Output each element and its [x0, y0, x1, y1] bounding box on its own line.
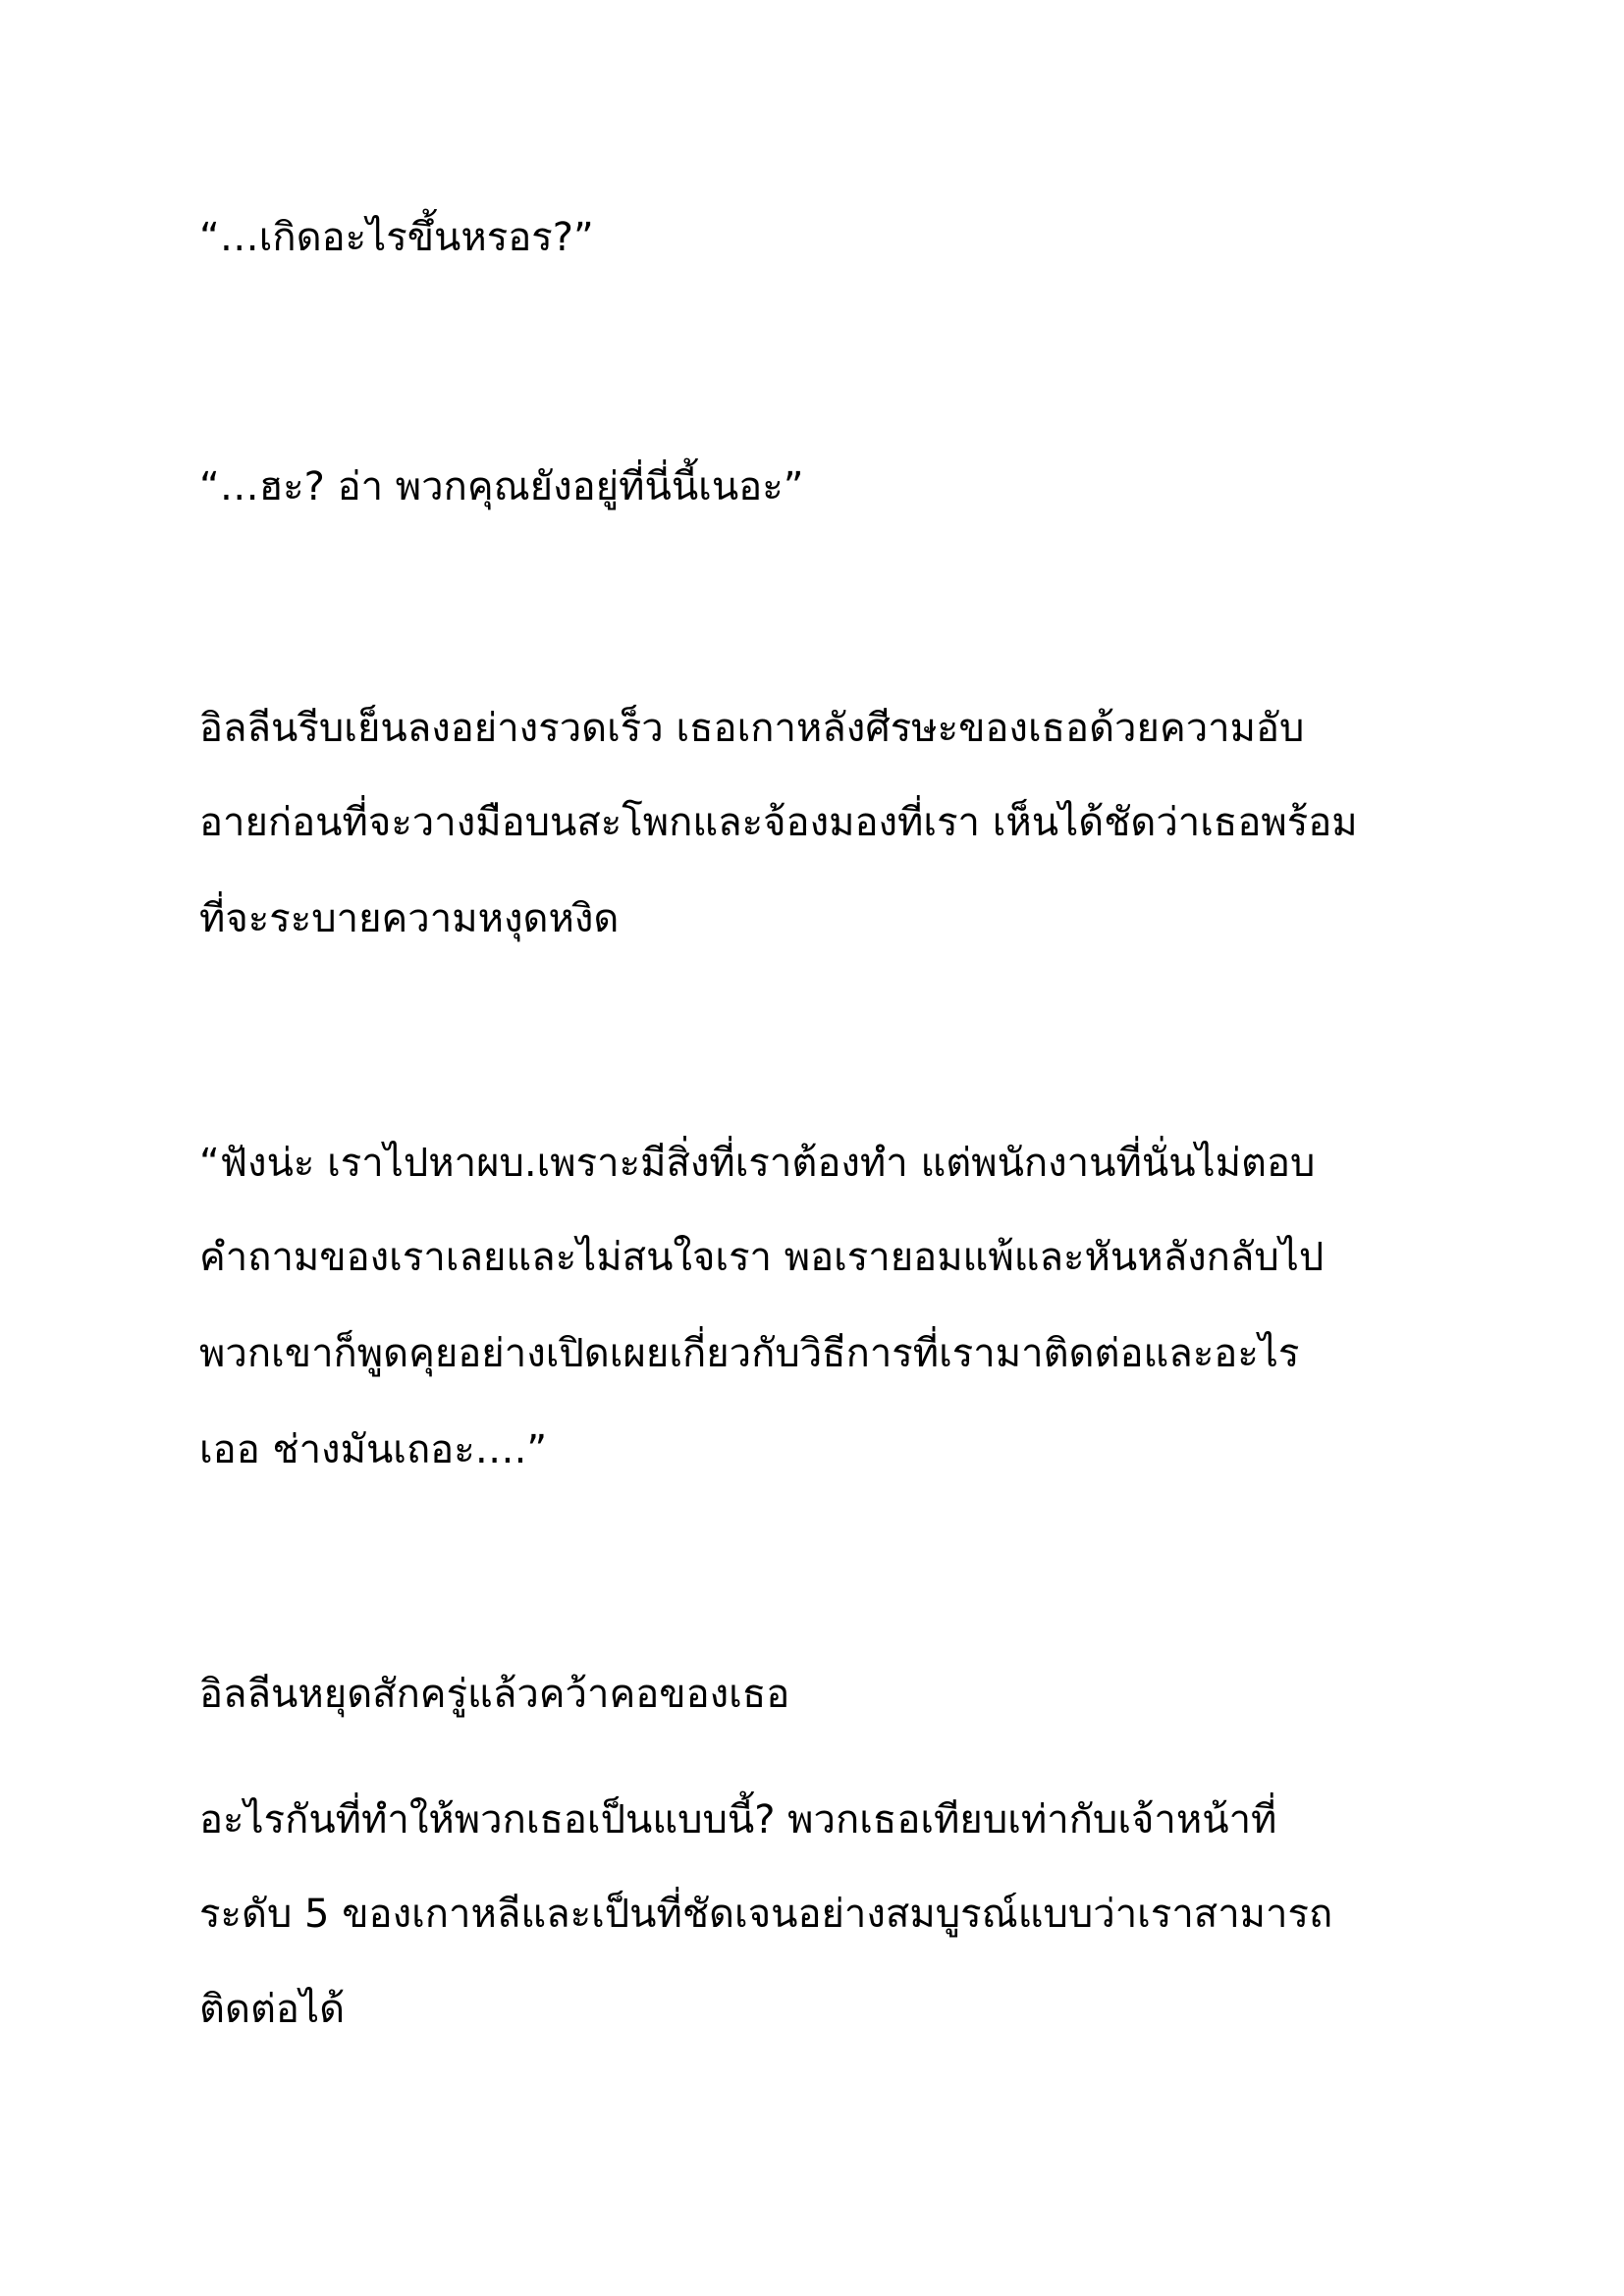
paragraph-4-line-2: คำถามของเราเลยและไม่สนใจเรา พอเรายอมแพ้และหันหลังกลับไป — [199, 1235, 1325, 1280]
paragraph-6-line-1: อะไรกันที่ทำให้พวกเธอเป็นแบบนี้? พวกเธอเทียบเท่ากับเจ้าหน้าที่ — [199, 1797, 1277, 1842]
paragraph-3-line-3: ที่จะระบายความหงุดหงิด — [199, 896, 620, 941]
paragraph-4-line-1: “ฟังน่ะ เราไปหาผบ.เพราะมีสิ่งที่เราต้องทำ แต่พนักงานที่นั่นไม่ตอบ — [199, 1141, 1316, 1186]
paragraph-4-line-4: เออ ช่างมันเถอะ….” — [199, 1427, 548, 1472]
paragraph-6-line-2: ระดับ 5 ของเกาหลีและเป็นที่ชัดเจนอย่างสมบูรณ์แบบว่าเราสามารถ — [199, 1892, 1333, 1937]
paragraph-6-line-3: ติดต่อได้ — [199, 1987, 346, 2032]
paragraph-5-line-1: อิลลีนหยุดสักครู่แล้วคว้าคอของเธอ — [199, 1672, 790, 1717]
paragraph-2-line-1: “…ฮะ? อ่า พวกคุณยังอยู่ที่นี่นี้เนอะ” — [199, 464, 804, 509]
paragraph-1-line-1: “…เกิดอะไรขึ้นหรอร?” — [199, 215, 594, 260]
paragraph-3-line-1: อิลลีนรีบเย็นลงอย่างรวดเร็ว เธอเกาหลังศีรษะของเธอด้วยความอับ — [199, 706, 1305, 751]
paragraph-3-line-2: อายก่อนที่จะวางมือบนสะโพกและจ้องมองที่เรา เห็นได้ชัดว่าเธอพร้อม — [199, 800, 1358, 845]
paragraph-4-line-3: พวกเขาก็พูดคุยอย่างเปิดเผยเกี่ยวกับวิธีการที่เรามาติดต่อและอะไร — [199, 1331, 1300, 1376]
